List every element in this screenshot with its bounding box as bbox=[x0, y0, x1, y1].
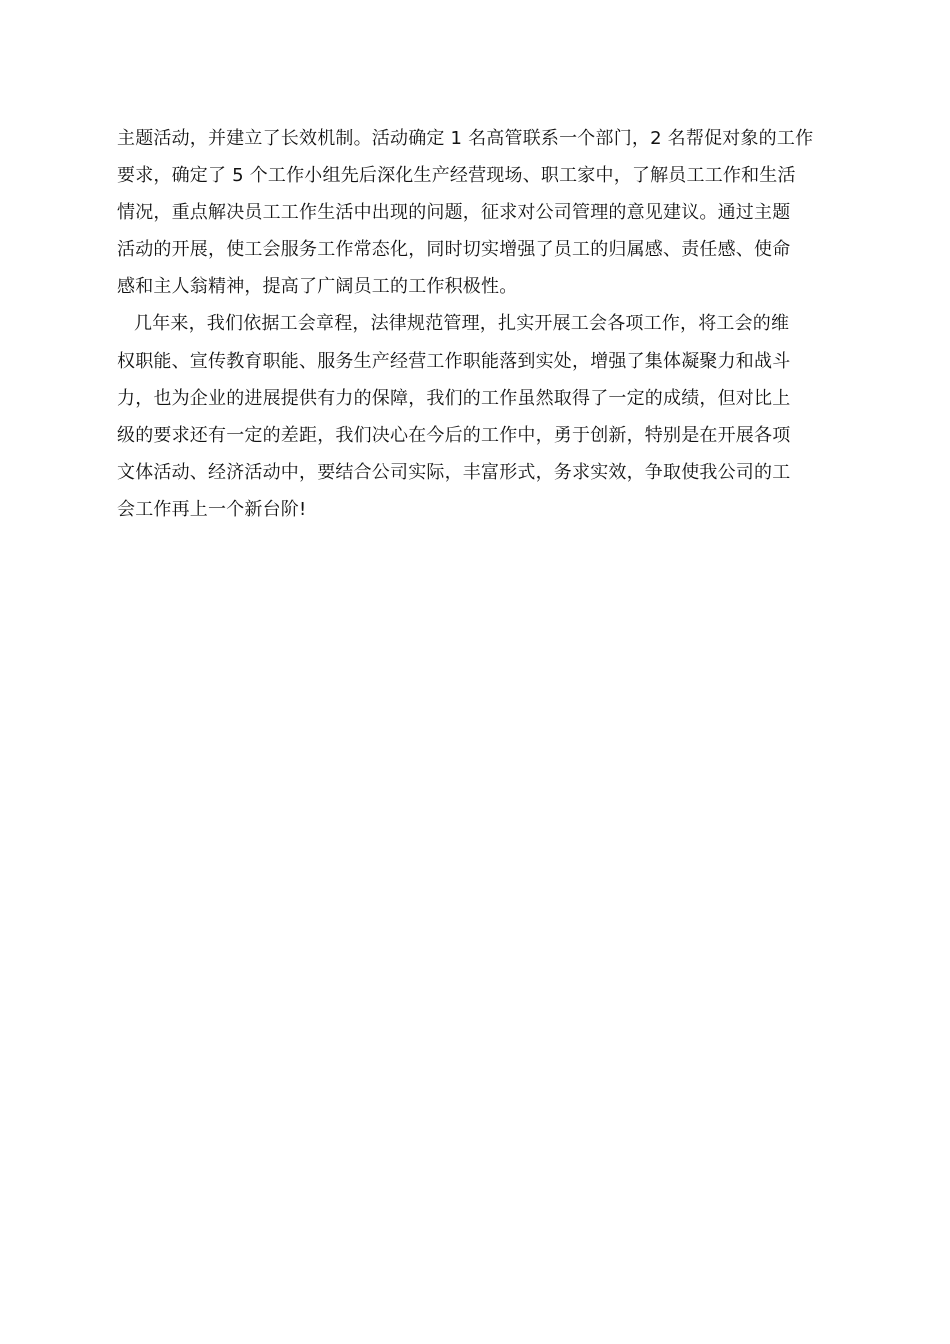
paragraph-1-line-5: 感和主人翁精神，提高了广阔员工的工作积极性。 bbox=[117, 276, 518, 298]
paragraph-2-line-3: 力，也为企业的进展提供有力的保障，我们的工作虽然取得了一定的成绩，但对比上 bbox=[117, 387, 791, 409]
paragraph-2-line-6: 会工作再上一个新台阶! bbox=[117, 498, 307, 520]
paragraph-1-line-2: 要求，确定了 5 个工作小组先后深化生产经营现场、职工家中，了解员工工作和生活 bbox=[117, 165, 796, 187]
paragraph-1-line-4: 活动的开展，使工会服务工作常态化，同时切实增强了员工的归属感、责任感、使命 bbox=[117, 239, 791, 261]
document-body bbox=[117, 120, 837, 528]
paragraph-1-line-3: 情况，重点解决员工工作生活中出现的问题，征求对公司管理的意见建议。通过主题 bbox=[117, 202, 791, 224]
paragraph-2-line-2: 权职能、宣传教育职能、服务生产经营工作职能落到实处，增强了集体凝聚力和战斗 bbox=[117, 350, 791, 372]
paragraph-2-line-1: 几年来，我们依据工会章程，法律规范管理，扎实开展工会各项工作，将工会的维 bbox=[134, 313, 790, 335]
paragraph-1-line-1: 主题活动，并建立了长效机制。活动确定 1 名高管联系一个部门，2 名帮促对象的工作 bbox=[117, 128, 814, 149]
paragraph-1 bbox=[117, 120, 837, 305]
paragraph-2 bbox=[117, 305, 837, 528]
paragraph-2-line-5: 文体活动、经济活动中，要结合公司实际，丰富形式，务求实效，争取使我公司的工 bbox=[117, 461, 791, 483]
paragraph-2-line-4: 级的要求还有一定的差距，我们决心在今后的工作中，勇于创新，特别是在开展各项 bbox=[117, 424, 791, 446]
